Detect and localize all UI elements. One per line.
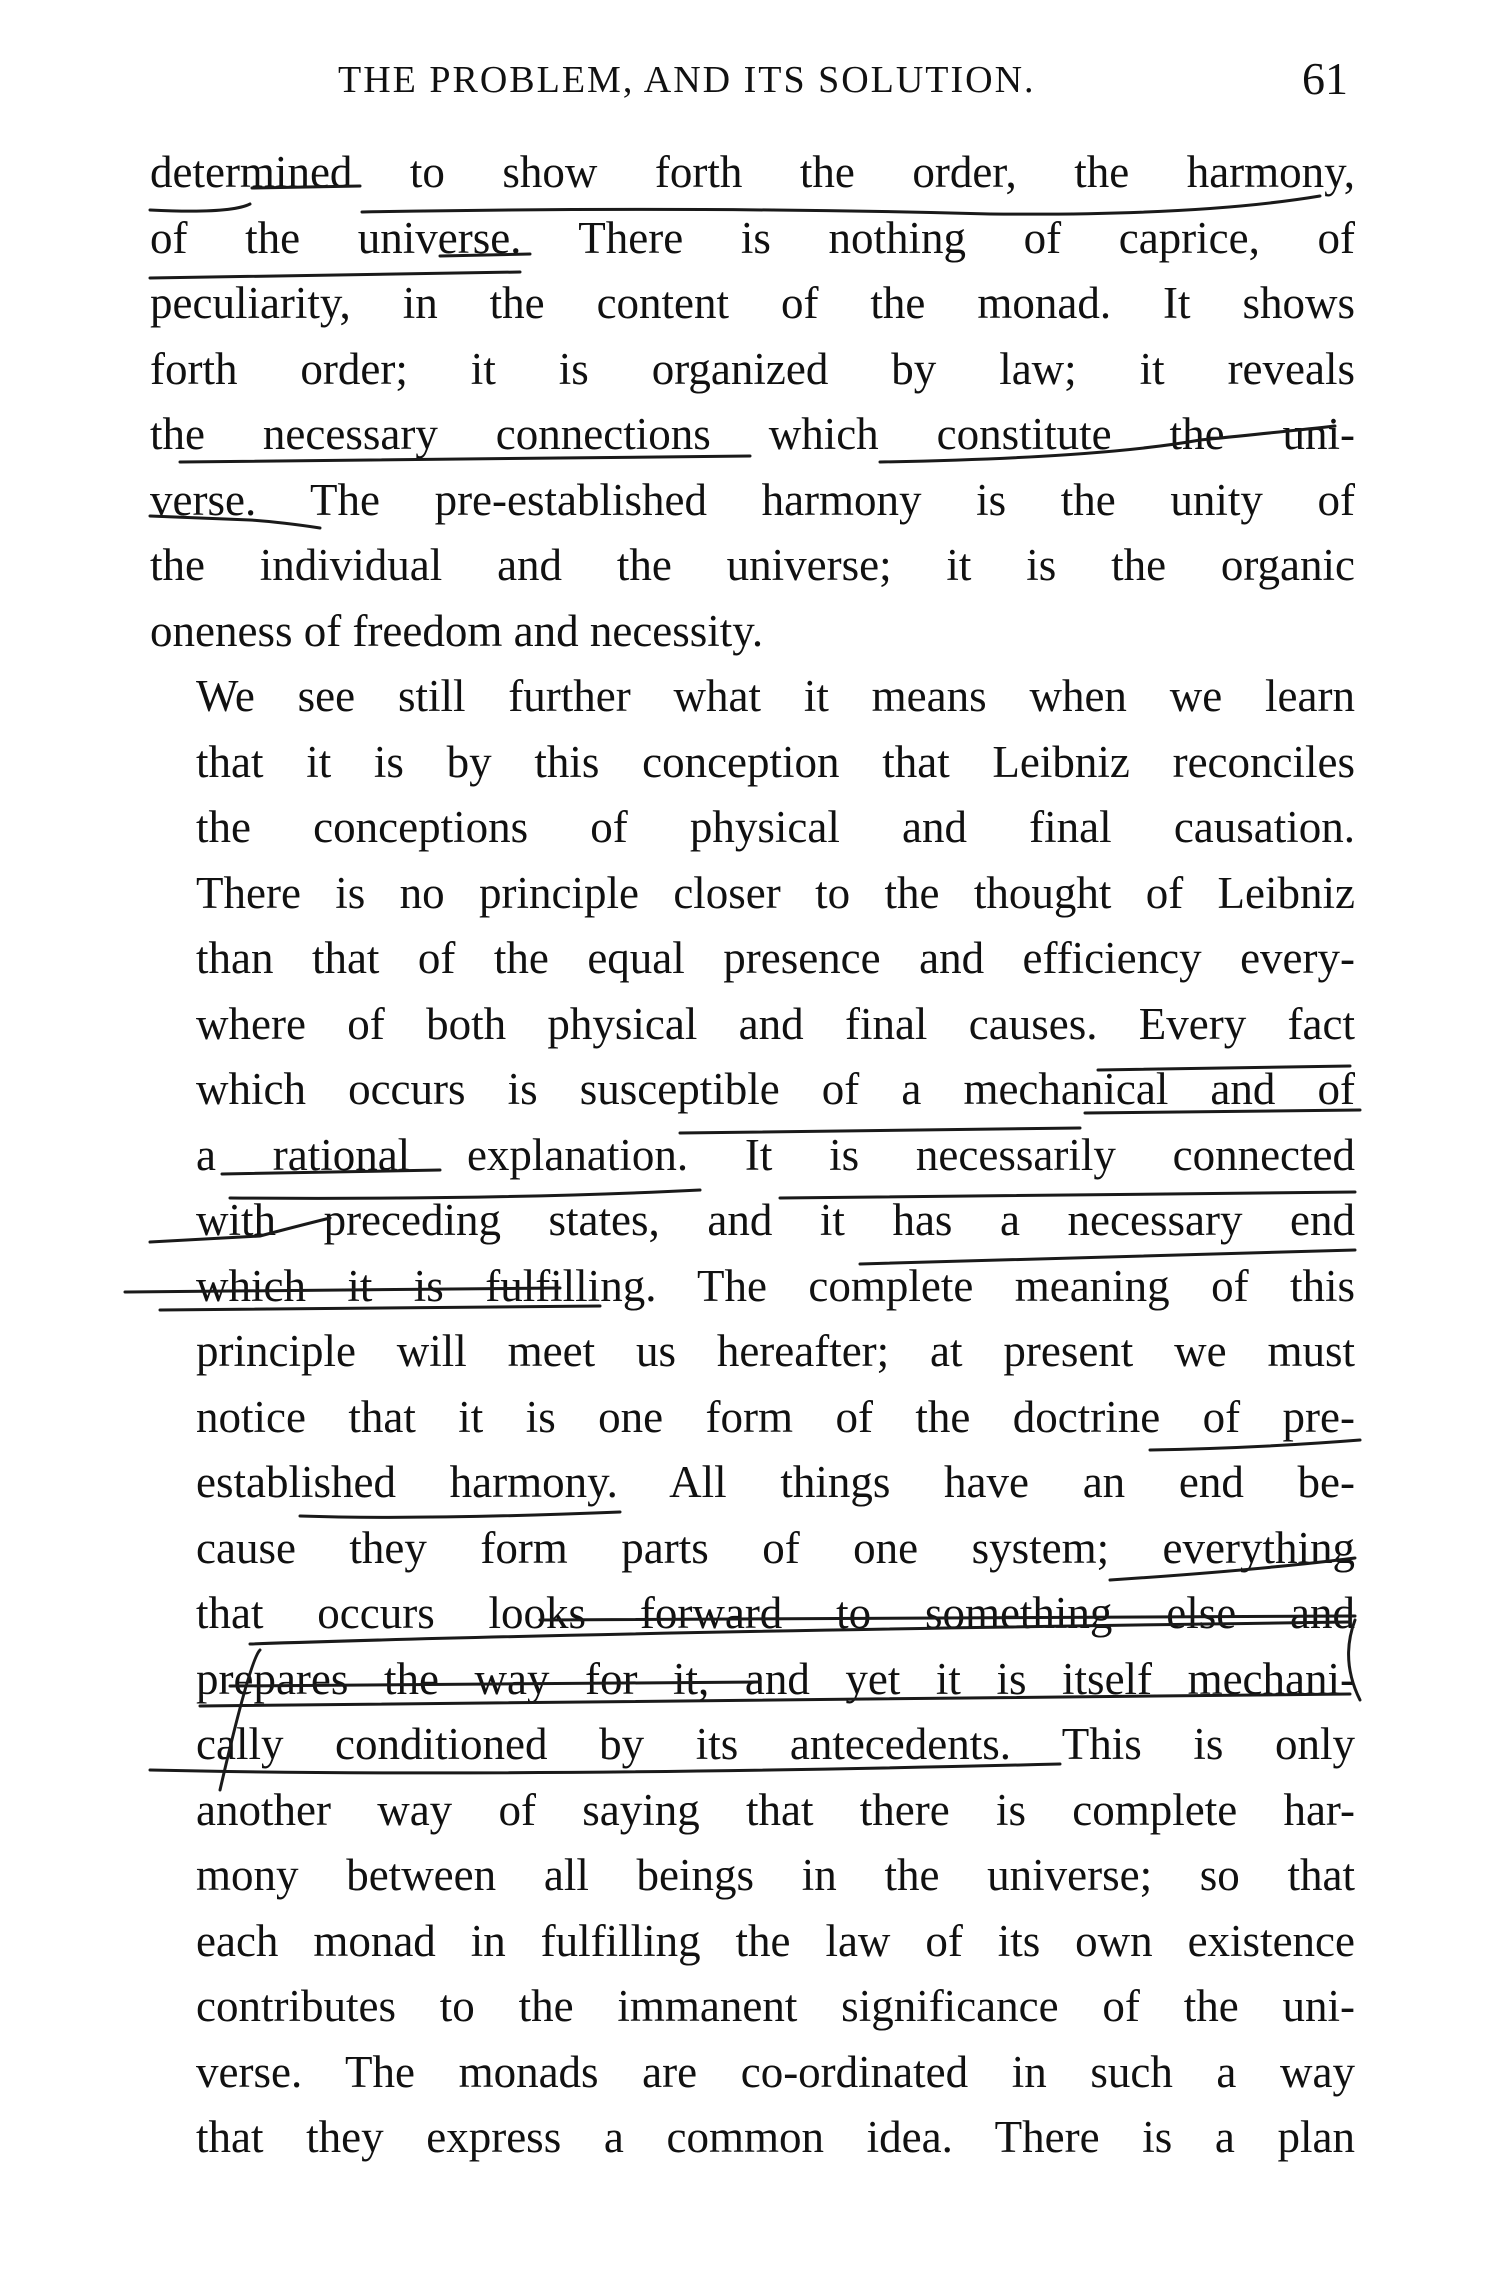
text-line: the individual and the universe; it is the organic (150, 540, 1355, 590)
paragraph-2 (150, 664, 1355, 2171)
text-line: the conceptions of physical and final causation. (196, 802, 1355, 852)
page-header (148, 52, 1358, 112)
text-line: peculiarity, in the content of the monad. It shows (150, 278, 1355, 328)
text-line: cally conditioned by its antecedents. This is only (196, 1719, 1355, 1769)
text-line: that it is by this conception that Leibniz reconciles (196, 736, 1355, 787)
text-line: established harmony. All things have an end be- (196, 1457, 1355, 1507)
text-line: cause they form parts of one system; everything (196, 1522, 1355, 1573)
text-line: forth order; it is organized by law; it reveals (150, 343, 1355, 394)
text-line: determined to show forth the order, the harmony, (150, 147, 1355, 197)
running-head: THE PROBLEM, AND ITS SOLUTION. (338, 59, 1036, 101)
text-line: of the universe. There is nothing of caprice, of (150, 212, 1355, 263)
text-line: contributes to the immanent significance of the uni- (196, 1981, 1355, 2031)
text-line: There is no principle closer to the thought of Leibniz (196, 867, 1355, 918)
body-text (150, 140, 1355, 2171)
text-line: We see still further what it means when we learn (196, 671, 1355, 721)
text-line: with preceding states, and it has a necessary end (196, 1195, 1355, 1245)
text-line: the necessary connections which constitute the uni- (150, 409, 1355, 459)
text-line: than that of the equal presence and efficiency every- (196, 933, 1355, 983)
text-line: prepares the way for it, and yet it is itself mechani- (196, 1653, 1355, 1704)
page-number: 61 (1302, 53, 1348, 104)
text-line: a rational explanation. It is necessarily connected (196, 1129, 1355, 1180)
text-line: verse. The monads are co-ordinated in such a way (196, 2046, 1355, 2097)
text-line: verse. The pre-established harmony is the unity of (150, 474, 1355, 525)
text-line: mony between all beings in the universe; so that (196, 1850, 1355, 1900)
text-line: where of both physical and final causes. Every fact (196, 998, 1355, 1049)
text-line: that occurs looks forward to something else and (196, 1588, 1355, 1638)
text-line: principle will meet us hereafter; at present we must (196, 1326, 1355, 1376)
text-line: each monad in fulfilling the law of its own existence (196, 1915, 1355, 1966)
text-line: which it is fulfilling. The complete meaning of this (196, 1260, 1355, 1311)
text-line: another way of saying that there is complete har- (196, 1784, 1355, 1835)
text-line: which occurs is susceptible of a mechanical and of (196, 1064, 1355, 1114)
paragraph-1 (150, 140, 1355, 664)
text-line: notice that it is one form of the doctrine of pre- (196, 1391, 1355, 1442)
text-line: that they express a common idea. There is a plan (196, 2112, 1355, 2162)
text-line: oneness of freedom and necessity. (150, 605, 764, 656)
